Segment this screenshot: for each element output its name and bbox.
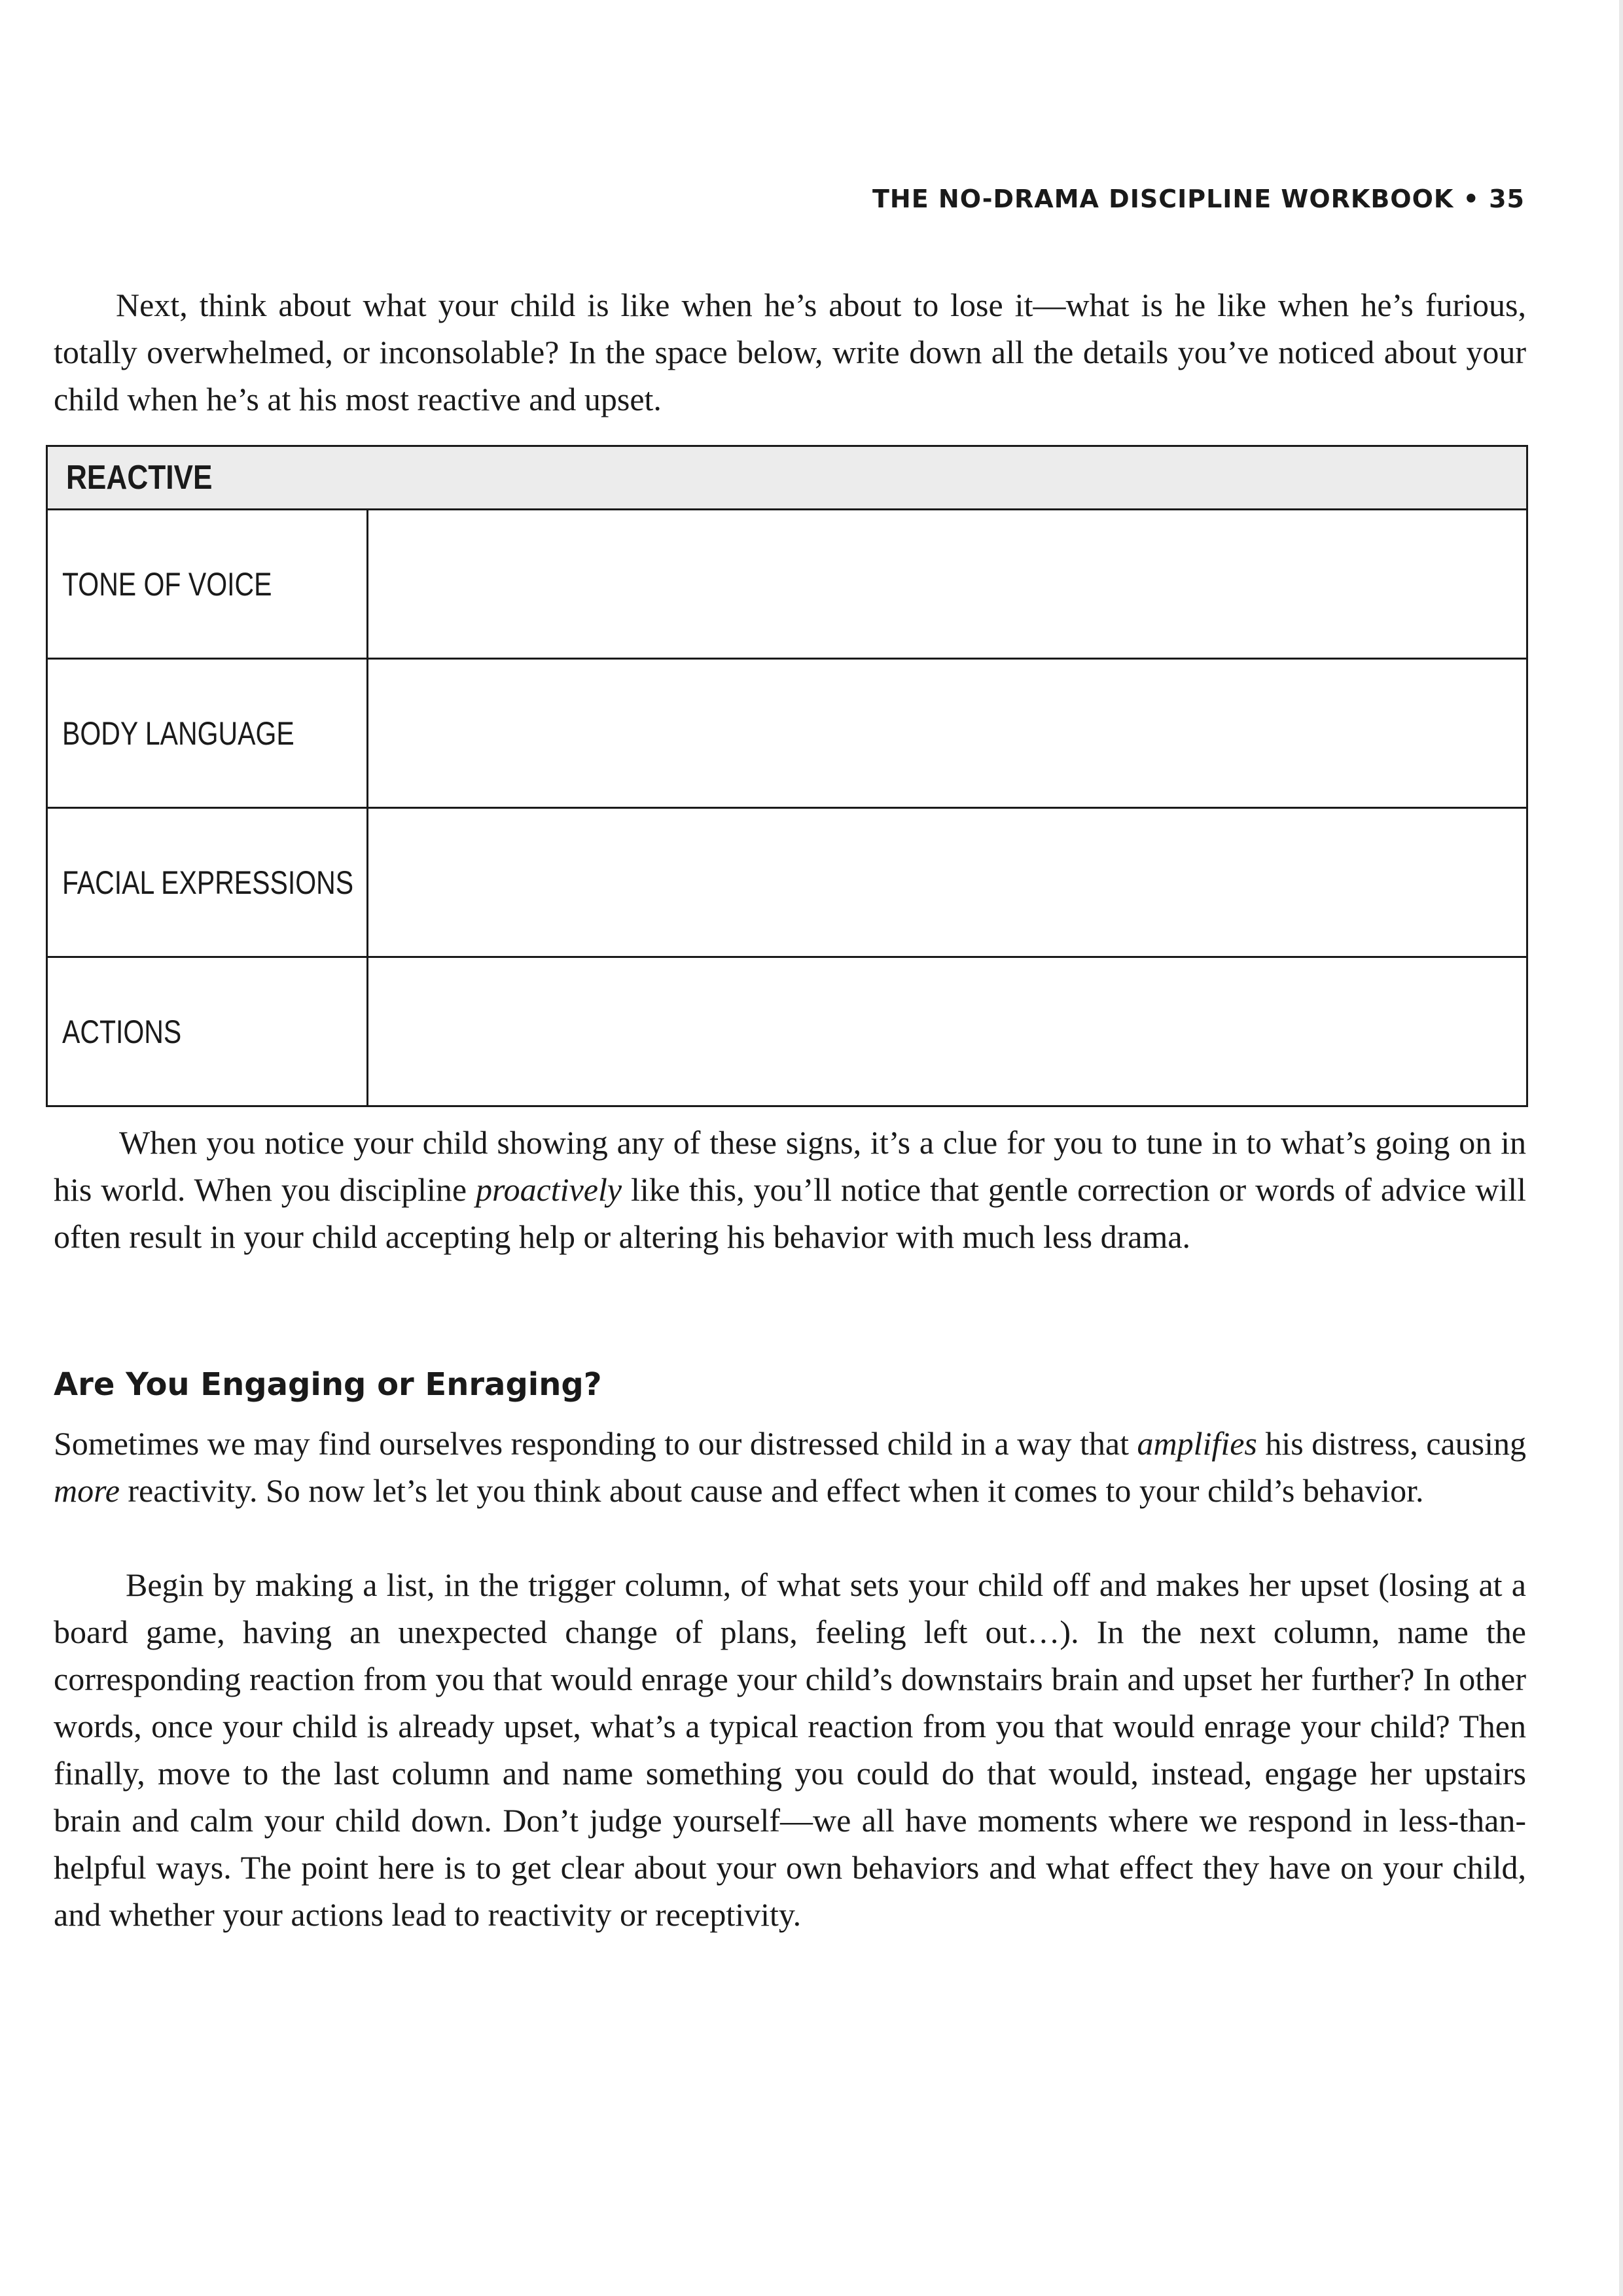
emphasis-proactively: proactively xyxy=(476,1171,622,1208)
after-table-text-1: When you notice your child showing any of these signs, it’s a clue for you to tune in to what’s going on in his world. When you discipline xyxy=(54,1124,1526,1208)
row-label-cell xyxy=(48,510,368,658)
running-head: THE NO-DRAMA DISCIPLINE WORKBOOK • 35 xyxy=(872,185,1525,213)
section-p1-text-3: reactivity. So now let’s let you think about cause and effect when it comes to your child’s behavior. xyxy=(119,1472,1424,1509)
section-p1-text-2: his distress, causing xyxy=(1257,1425,1527,1462)
row-label-body-language: BODY LANGUAGE xyxy=(62,715,294,752)
section-p1-text-1: Sometimes we may find ourselves responding to our distressed child in a way that xyxy=(54,1425,1137,1462)
facial-expressions-response-cell[interactable] xyxy=(368,809,1526,956)
body-language-response-cell[interactable] xyxy=(368,660,1526,807)
reactive-table-header xyxy=(46,445,1528,510)
table-row-body-language xyxy=(46,660,1528,809)
row-label-cell xyxy=(48,660,368,807)
reactive-table xyxy=(46,445,1528,1107)
section-paragraph-2: Begin by making a list, in the trigger column, of what sets your child off and makes her upset (losing at a board game, having an unexpected change of plans, feeling left out…). In the next column, name the corresponding reaction from you that would enrage your child’s downstairs brain and upset her further? In other words, once your child is already upset, what’s a typical reaction from you that would enrage your child? Then finally, move to the last column and name something you could do that would, instead, engage her upstairs brain and calm your child down. Don’t judge yourself—we all have moments where we respond in less-than-helpful ways. The point here is to get clear about your own behaviors and what effect they have on your child, and whether your actions lead to reactivity or receptivity. xyxy=(54,1566,1526,1933)
emphasis-more: more xyxy=(54,1472,120,1509)
section-paragraph-1 xyxy=(54,1420,1526,1514)
tone-of-voice-response-cell[interactable] xyxy=(368,510,1526,658)
table-row-facial-expressions xyxy=(46,809,1528,958)
after-table-paragraph xyxy=(54,1119,1526,1260)
table-row-tone-of-voice xyxy=(46,510,1528,660)
row-label-tone-of-voice: TONE OF VOICE xyxy=(62,565,272,603)
after-table-text-2: like this, you’ll notice that gentle correction or words of advice will often result in your child accepting help or altering his behavior with much less drama. xyxy=(54,1171,1526,1255)
row-label-cell xyxy=(48,809,368,956)
emphasis-amplifies: amplifies xyxy=(1137,1425,1257,1462)
section-heading: Are You Engaging or Enraging? xyxy=(54,1366,602,1403)
page-edge xyxy=(1619,0,1623,2296)
table-row-actions xyxy=(46,958,1528,1107)
actions-response-cell[interactable] xyxy=(368,958,1526,1105)
intro-paragraph: Next, think about what your child is like when he’s about to lose it—what is he like when he’s furious, totally overwhelmed, or inconsolable? In the space below, write down all the details you’ve noticed about your child when he’s at his most reactive and upset. xyxy=(54,287,1526,417)
row-label-facial-expressions: FACIAL EXPRESSIONS xyxy=(62,864,354,901)
row-label-actions: ACTIONS xyxy=(62,1013,182,1050)
row-label-cell xyxy=(48,958,368,1105)
reactive-table-title: REACTIVE xyxy=(66,459,213,497)
